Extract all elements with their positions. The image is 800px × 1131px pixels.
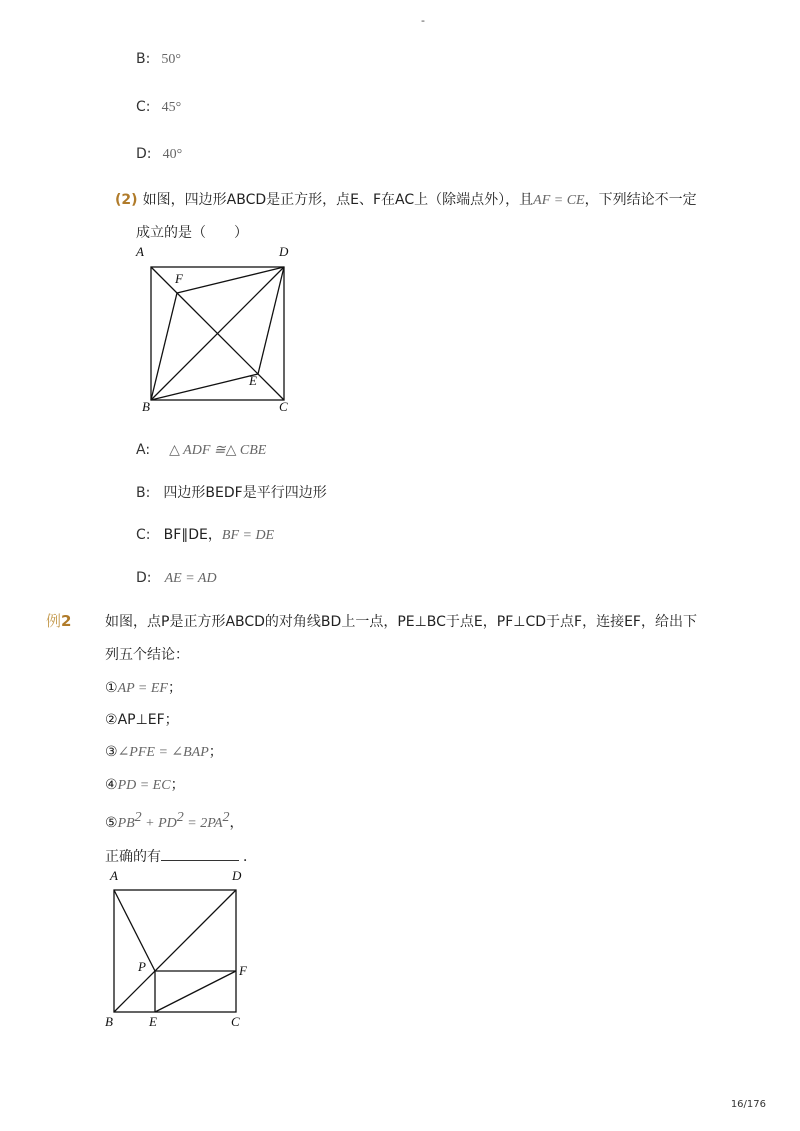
- option-letter: B:: [136, 485, 151, 501]
- conclusion-mark: ④: [105, 777, 118, 793]
- conclusion-tail: ；: [167, 680, 182, 696]
- conclusion-tail: ；: [208, 744, 223, 760]
- option-letter: A:: [136, 442, 151, 458]
- label-a: A: [136, 244, 144, 259]
- label-e: E: [149, 1014, 157, 1029]
- conclusion-text: AP⊥EF；: [117, 712, 179, 728]
- conclusion-math: ∠PFE = ∠BAP: [117, 745, 209, 760]
- example-label-prefix: 例: [46, 612, 62, 630]
- answer-tail: ．: [243, 849, 257, 865]
- example2-figure: [100, 865, 255, 1035]
- label-c: C: [279, 399, 288, 414]
- q2-stem-tail: ，下列结论不一定: [584, 192, 697, 208]
- segment-fd: [177, 267, 284, 293]
- q2-stem-math: AF = CE: [533, 193, 585, 208]
- example2-stem-line1: 如图，点P是正方形ABCD的对角线BD上一点，PE⊥BC于点E，PF⊥CD于点F，连接EF，给出下: [105, 614, 697, 630]
- q2-figure: [130, 240, 300, 418]
- prev-option-d[interactable]: [136, 143, 182, 163]
- conclusion-tail: ；: [170, 777, 185, 793]
- option-math: AE = AD: [164, 571, 217, 586]
- q2-option-a[interactable]: [136, 439, 266, 459]
- segment-ef: [155, 971, 236, 1012]
- option-math: BF = DE: [221, 528, 275, 543]
- prev-option-c[interactable]: [136, 96, 181, 116]
- option-letter: B:: [136, 51, 151, 67]
- segment-ap: [114, 890, 155, 971]
- label-f: F: [175, 271, 183, 286]
- option-letter: D:: [136, 570, 152, 586]
- conclusion-math: AP = EF: [117, 681, 168, 696]
- label-f: F: [239, 963, 247, 978]
- answer-blank[interactable]: [161, 848, 239, 861]
- segment-fb: [151, 293, 177, 400]
- q2-option-b[interactable]: [136, 482, 327, 502]
- conclusion-4: [105, 774, 185, 794]
- conclusion-math-pd: + PD: [141, 816, 177, 831]
- option-text: 四边形BEDF是平行四边形: [163, 485, 327, 501]
- conclusion-5: [105, 810, 244, 832]
- conclusion-2: [105, 709, 179, 729]
- example2-stem-line2: 列五个结论：: [105, 647, 189, 663]
- q2-option-d[interactable]: [136, 567, 217, 587]
- segment-eb: [151, 374, 258, 400]
- q2-stem-text: 如图，四边形ABCD是正方形，点E、F在AC上（除端点外），且: [142, 192, 534, 208]
- conclusion-mark: ⑤: [105, 815, 118, 831]
- conclusion-mark: ②: [105, 712, 118, 728]
- diagonal-bd: [114, 890, 236, 1012]
- label-d: D: [279, 244, 289, 259]
- example-label-number: 2: [61, 612, 72, 630]
- q2-stem-line1: [115, 189, 697, 209]
- answer-prompt: 正确的有: [105, 849, 161, 865]
- page-number: 16/176: [730, 1099, 766, 1110]
- segment-ed: [258, 267, 284, 374]
- prev-option-b[interactable]: [136, 48, 181, 68]
- conclusion-math-pa: = 2PA: [183, 816, 223, 831]
- label-d: D: [232, 868, 242, 883]
- label-a: A: [110, 868, 118, 883]
- option-letter: D:: [136, 146, 152, 162]
- conclusion-1: [105, 677, 182, 697]
- label-b: B: [105, 1014, 113, 1029]
- option-math: △ ADF ≅△ CBE: [169, 443, 267, 458]
- example-label: [46, 610, 71, 631]
- conclusion-tail: ，: [229, 815, 244, 831]
- q2-stem-line2: 成立的是（ ）: [136, 225, 248, 241]
- label-b: B: [142, 399, 150, 414]
- question-number: (2): [115, 192, 138, 208]
- header-dash: -: [421, 14, 425, 27]
- conclusion-3: [105, 741, 223, 761]
- option-value: 40°: [162, 147, 183, 162]
- option-letter: C:: [136, 527, 151, 543]
- option-text: BF∥DE，: [163, 527, 222, 543]
- superscript: 2: [134, 810, 142, 825]
- label-e: E: [249, 373, 257, 388]
- option-letter: C:: [136, 99, 151, 115]
- conclusion-math: PD = EC: [117, 778, 171, 793]
- answer-line: [105, 846, 257, 866]
- conclusion-mark: ①: [105, 680, 118, 696]
- label-p: P: [138, 959, 146, 974]
- option-value: 45°: [161, 100, 182, 115]
- option-value: 50°: [161, 52, 182, 67]
- superscript: 2: [222, 810, 230, 825]
- superscript: 2: [176, 810, 184, 825]
- conclusion-mark: ③: [105, 744, 118, 760]
- label-c: C: [231, 1014, 240, 1029]
- conclusion-math-pb: PB: [117, 816, 135, 831]
- q2-option-c[interactable]: [136, 524, 274, 544]
